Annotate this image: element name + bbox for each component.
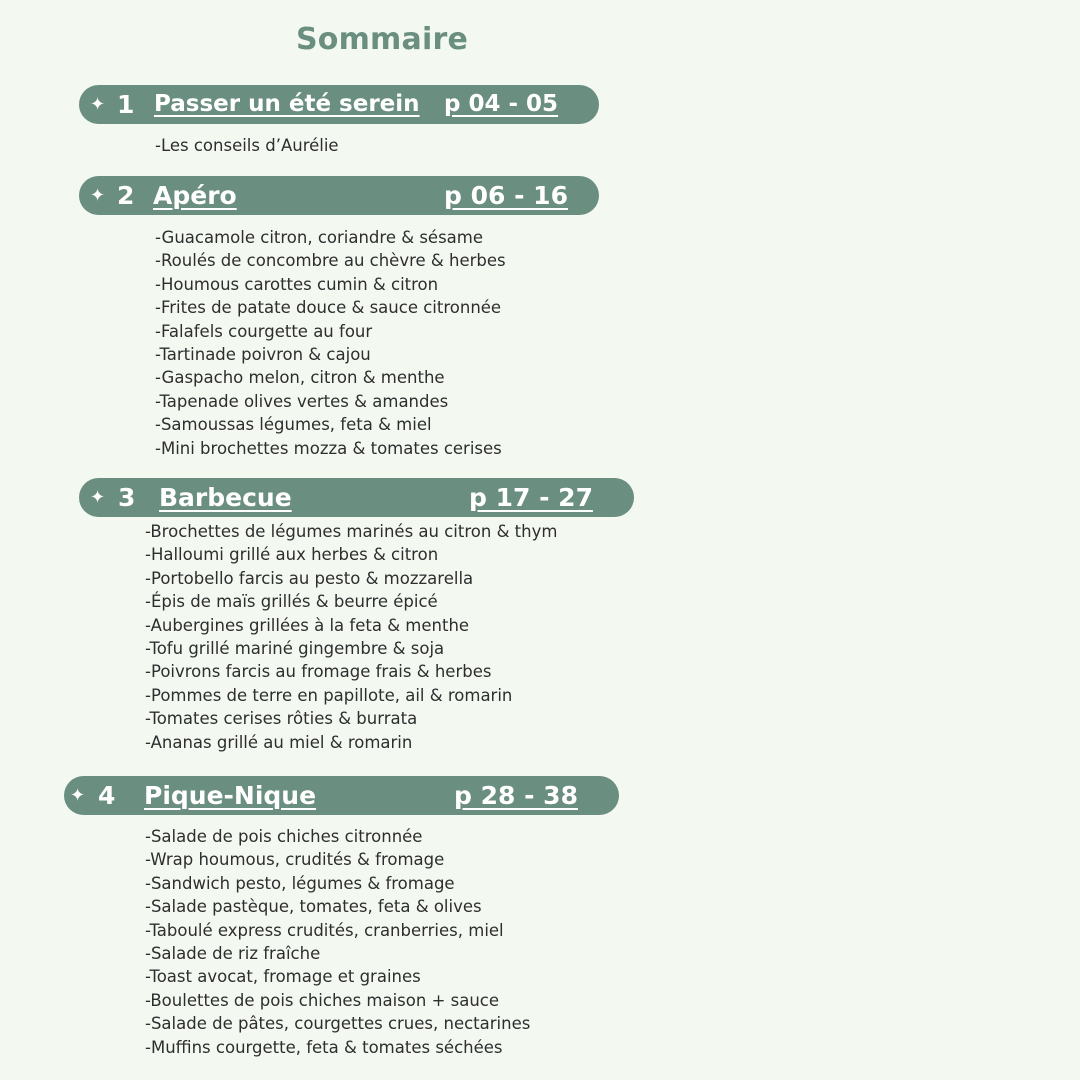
section-pages-link[interactable]: p 17 - 27 — [469, 483, 593, 512]
section-pages-link[interactable]: p 04 - 05 — [444, 91, 559, 117]
list-item: -Samoussas légumes, feta & miel — [155, 415, 432, 435]
list-item: -Portobello farcis au pesto & mozzarella — [145, 568, 474, 588]
section-title-link[interactable]: Passer un été serein — [154, 91, 420, 117]
star-icon: ✦ — [90, 185, 106, 206]
section-bar-4 — [64, 776, 619, 815]
list-item: -Poivrons farcis au fromage frais & herbes — [145, 662, 492, 682]
list-item: -Taboulé express crudités, cranberries, miel — [145, 920, 504, 940]
section-bar-2 — [79, 176, 599, 215]
list-item: -Aubergines grillées à la feta & menthe — [145, 615, 470, 635]
list-item: -Houmous carottes cumin & citron — [155, 274, 439, 294]
list-item: -Tapenade olives vertes & amandes — [155, 391, 449, 411]
list-item: -Mini brochettes mozza & tomates cerises — [155, 438, 502, 458]
section-bar-3 — [79, 478, 634, 517]
section-1-recipe-list — [155, 134, 339, 157]
section-3-recipe-list — [145, 520, 557, 754]
list-item: -Tofu grillé mariné gingembre & soja — [145, 639, 445, 659]
page-title: Sommaire — [295, 22, 468, 57]
star-icon: ✦ — [90, 94, 106, 115]
list-item: -Pommes de terre en papillote, ail & romarin — [145, 685, 513, 705]
list-item: -Salade de riz fraîche — [145, 944, 321, 964]
section-title-link[interactable]: Barbecue — [159, 483, 292, 512]
list-item: -Halloumi grillé aux herbes & citron — [145, 545, 439, 565]
list-item: -Brochettes de légumes marinés au citron & thym — [145, 522, 558, 541]
list-item: -Salade de pois chiches citronnée — [145, 827, 423, 846]
section-pages-link[interactable]: p 28 - 38 — [454, 781, 578, 810]
list-item: -Boulettes de pois chiches maison + sauce — [145, 990, 500, 1010]
list-item: -Wrap houmous, crudités & fromage — [145, 850, 445, 870]
list-item: -Ananas grillé au miel & romarin — [145, 732, 413, 752]
section-number: 2 — [117, 181, 135, 210]
star-icon: ✦ — [70, 785, 86, 806]
section-2-recipe-list — [155, 226, 506, 460]
section-pages-link[interactable]: p 06 - 16 — [444, 181, 568, 210]
list-item: -Frites de patate douce & sauce citronnée — [155, 298, 502, 318]
list-item: -Falafels courgette au four — [155, 321, 373, 341]
list-item: -Salade de pâtes, courgettes crues, nectarines — [145, 1014, 531, 1034]
list-item: -Roulés de concombre au chèvre & herbes — [155, 251, 506, 271]
section-bar-1 — [79, 85, 599, 124]
list-item: -Sandwich pesto, légumes & fromage — [145, 873, 455, 893]
list-item: -Tomates cerises rôties & burrata — [145, 709, 418, 729]
list-item: -Gaspacho melon, citron & menthe — [155, 368, 445, 388]
section-number: 1 — [117, 90, 135, 119]
section-title-link[interactable]: Pique-Nique — [144, 781, 317, 810]
list-item: -Toast avocat, fromage et graines — [145, 967, 421, 987]
star-icon: ✦ — [90, 487, 106, 508]
section-number: 3 — [118, 483, 136, 512]
list-item: -Tartinade poivron & cajou — [155, 345, 371, 365]
section-title-link[interactable]: Apéro — [153, 181, 237, 210]
list-item: -Guacamole citron, coriandre & sésame — [155, 228, 484, 247]
list-item: -Épis de maïs grillés & beurre épicé — [145, 592, 438, 612]
list-item: -Les conseils d’Aurélie — [155, 136, 339, 155]
section-number: 4 — [98, 781, 116, 810]
list-item: -Salade pastèque, tomates, feta & olives — [145, 897, 482, 917]
section-4-recipe-list — [145, 825, 530, 1059]
list-item: -Muffins courgette, feta & tomates séchées — [145, 1037, 503, 1057]
